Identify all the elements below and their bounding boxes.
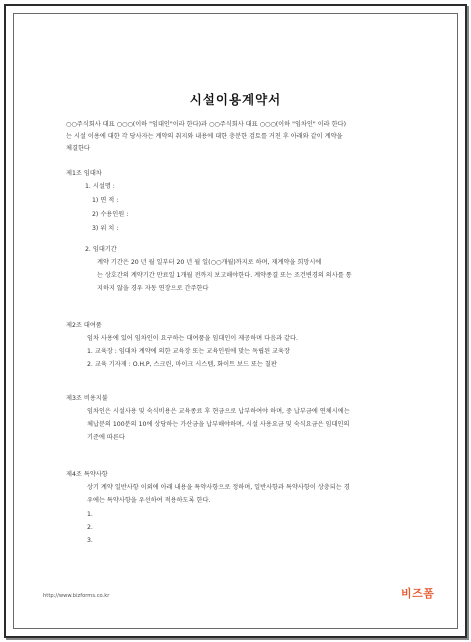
section-1-title: 제1조 임대차	[66, 170, 102, 177]
section-1-subitem: 2) 수용인원 :	[92, 211, 129, 218]
section-2-item: 2. 교육 기자재 : O.H.P, 스크린, 마이크 시스템, 화이트 보드 또는 칠판	[87, 361, 277, 368]
section-1-item: 1. 시설명 :	[85, 183, 115, 190]
section-4-number: 1.	[87, 511, 93, 518]
section-3-text: 체납분의 100분의 10에 상당하는 가산금을 납부해야하며, 시설 사용요금 및 숙식요금은 임대인의	[87, 421, 350, 428]
section-2-text: 임차 사용에 있어 임차인이 요구하는 대여품을 임대인이 제공하며 다음과 같다.	[87, 335, 298, 342]
section-2-title: 제2조 대여품	[66, 322, 102, 329]
section-1-text: 계약 기간은 20 년 월 일부터 20 년 월 일(○○개월)까지로 하며, 재계약을 희망시에	[97, 259, 322, 266]
section-4-text: 우에는 특약사항을 우선하여 적용하도록 한다.	[87, 497, 211, 504]
intro-line: 체결한다	[66, 145, 90, 152]
section-3-title: 제3조 비용지불	[66, 395, 108, 402]
intro-line: ○○주식회사 대표 ○○○(이하 "임대인"이라 한다)과 ○○주식회사 대표 ○○○(이하 "임차인" 이라 한다)	[66, 121, 346, 128]
section-3-text: 임차인은 시설사용 및 숙식비용은 교육종료 후 현금으로 납부하여야 하며, 중 납부금에 연체시에는	[87, 408, 350, 415]
section-1-text: 는 상호간의 계약기간 만료일 1개월 전까지 보고해야한다. 계약종결 또는 조건변경의 의사를 통	[97, 272, 352, 279]
section-3-text: 기준에 따른다	[87, 434, 125, 441]
section-1-text: 지하지 않을 경우 자동 연장으로 간주한다	[97, 285, 209, 292]
section-1-subitem: 3) 위 치 :	[92, 225, 119, 232]
section-2-item: 1. 교육장 : 임대차 계약에 의한 교육장 또는 교육인원에 맞는 독립된 교육장	[87, 348, 290, 355]
section-4-text: 상기 계약 일반사항 이외에 아래 내용을 특약사항으로 정하며, 일반사항과 특약사항이 상충되는 경	[87, 484, 350, 491]
section-1-item: 2. 임대기간	[85, 246, 117, 253]
section-1-subitem: 1) 면 적 :	[92, 197, 119, 204]
intro-line: 는 시설 이용에 대한 각 당사자는 계약의 취지와 내용에 대한 충분한 검토를 거친 후 아래와 같이 계약을	[66, 133, 343, 140]
footer-url-link[interactable]: http://www.bizforms.co.kr	[43, 593, 110, 599]
bizforms-logo: 비즈폼	[401, 587, 435, 600]
document-title: 시설이용계약서	[189, 92, 282, 107]
section-4-number: 3.	[87, 537, 93, 544]
section-4-title: 제4조 특약사항	[66, 471, 108, 478]
section-4-number: 2.	[87, 524, 93, 531]
